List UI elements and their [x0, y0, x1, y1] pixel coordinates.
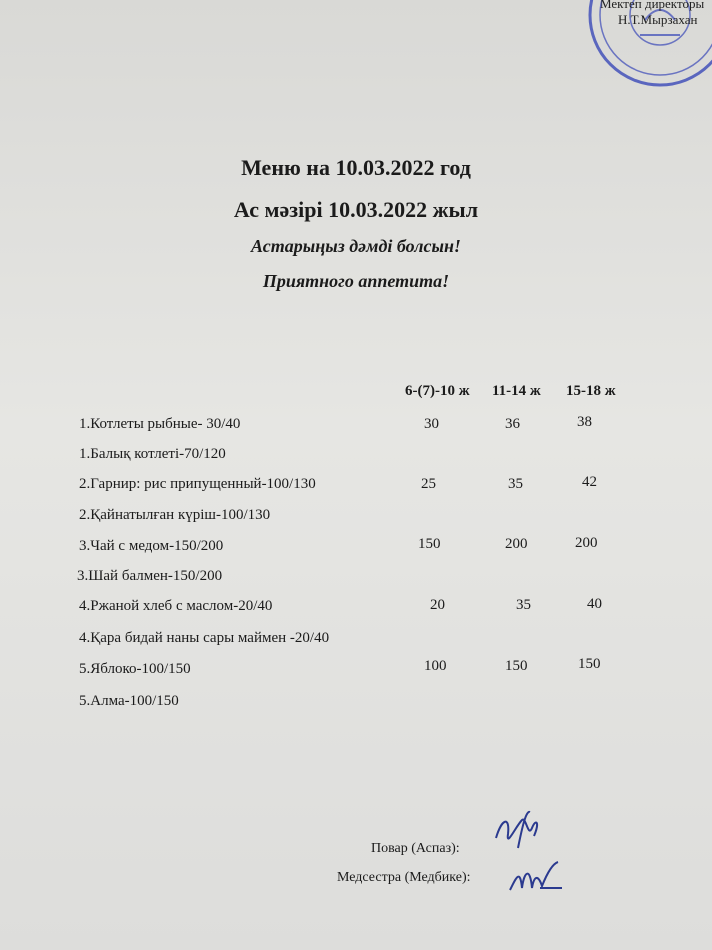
portion-value: 42	[582, 474, 597, 490]
approval-line: Мектеп директоры	[600, 0, 705, 11]
title-ru: Меню на 10.03.2022 год	[241, 155, 471, 180]
greeting-ru: Приятного аппетита!	[262, 271, 450, 291]
portion-value: 150	[578, 656, 601, 672]
menu-item: 2.Гарнир: рис припущенный-100/130	[79, 476, 316, 492]
menu-item: 5.Яблоко-100/150	[79, 661, 191, 677]
menu-item: 3.Чай с медом-150/200	[79, 538, 224, 554]
column-header: 6-(7)-10 ж	[405, 383, 470, 399]
greeting-kz: Астарыңыз дәмді болсын!	[251, 236, 461, 256]
menu-item: 4.Ржаной хлеб с маслом-20/40	[79, 598, 273, 614]
menu-item: 5.Алма-100/150	[79, 693, 179, 709]
menu-item: 1.Балық котлеті-70/120	[79, 446, 226, 462]
menu-item: 2.Қайнатылған күріш-100/130	[79, 507, 271, 523]
approver-name: Н.Т.Мырзахан	[618, 12, 698, 27]
column-header: 15-18 ж	[566, 383, 616, 399]
nurse-signature-icon	[506, 858, 566, 900]
portion-value: 36	[505, 416, 520, 432]
menu-item: 4.Қара бидай наны сары маймен -20/40	[79, 630, 330, 646]
portion-value: 38	[577, 414, 592, 430]
menu-item: 1.Котлеты рыбные- 30/40	[79, 416, 241, 432]
portion-value: 25	[421, 476, 436, 492]
portion-value: 200	[575, 535, 598, 551]
portion-value: 200	[505, 536, 528, 552]
menu-item: 3.Шай балмен-150/200	[77, 568, 223, 584]
portion-value: 20	[430, 597, 445, 613]
portion-value: 35	[508, 476, 523, 492]
nurse-signature-label: Медсестра (Медбике):	[337, 870, 471, 885]
portion-value: 35	[516, 597, 531, 613]
title-kz: Ас мәзірі 10.03.2022 жыл	[233, 197, 479, 222]
column-header: 11-14 ж	[492, 383, 541, 399]
portion-value: 30	[424, 416, 439, 432]
cook-signature-label: Повар (Аспаз):	[371, 841, 460, 856]
portion-value: 40	[587, 596, 602, 612]
portion-value: 100	[424, 658, 447, 674]
portion-value: 150	[418, 536, 441, 552]
cook-signature-icon	[488, 808, 548, 860]
portion-value: 150	[505, 658, 528, 674]
